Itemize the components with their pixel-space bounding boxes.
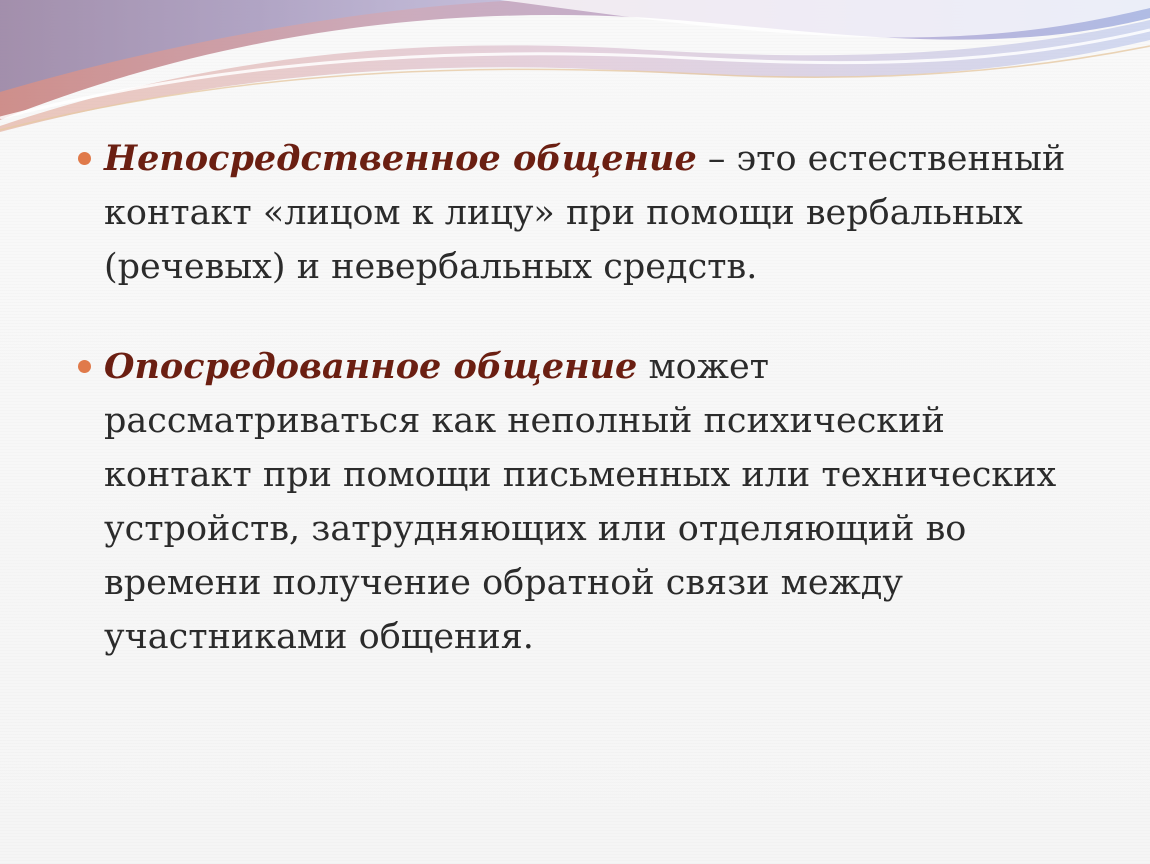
bullet-item-mediated-communication <box>76 340 1086 664</box>
bullet-marker-icon <box>78 152 91 165</box>
definition-mediated-communication: может рассматриваться как неполный психический контакт при помощи письменных или технических устройств, затрудняющих или отделяющий во времени получение обратной связи между участниками общения. <box>104 347 1057 657</box>
term-direct-communication: Непосредственное общение <box>104 138 697 179</box>
bullet-item-direct-communication <box>76 132 1086 294</box>
bullet-list <box>76 132 1086 710</box>
bullet-marker-icon <box>78 360 91 373</box>
definition-direct-communication: – это естественный контакт «лицом к лицу» при помощи вербальных (речевых) и невербальных средств. <box>104 139 1066 287</box>
decorative-wave-header <box>0 0 1150 140</box>
term-mediated-communication: Опосредованное общение <box>104 346 638 387</box>
